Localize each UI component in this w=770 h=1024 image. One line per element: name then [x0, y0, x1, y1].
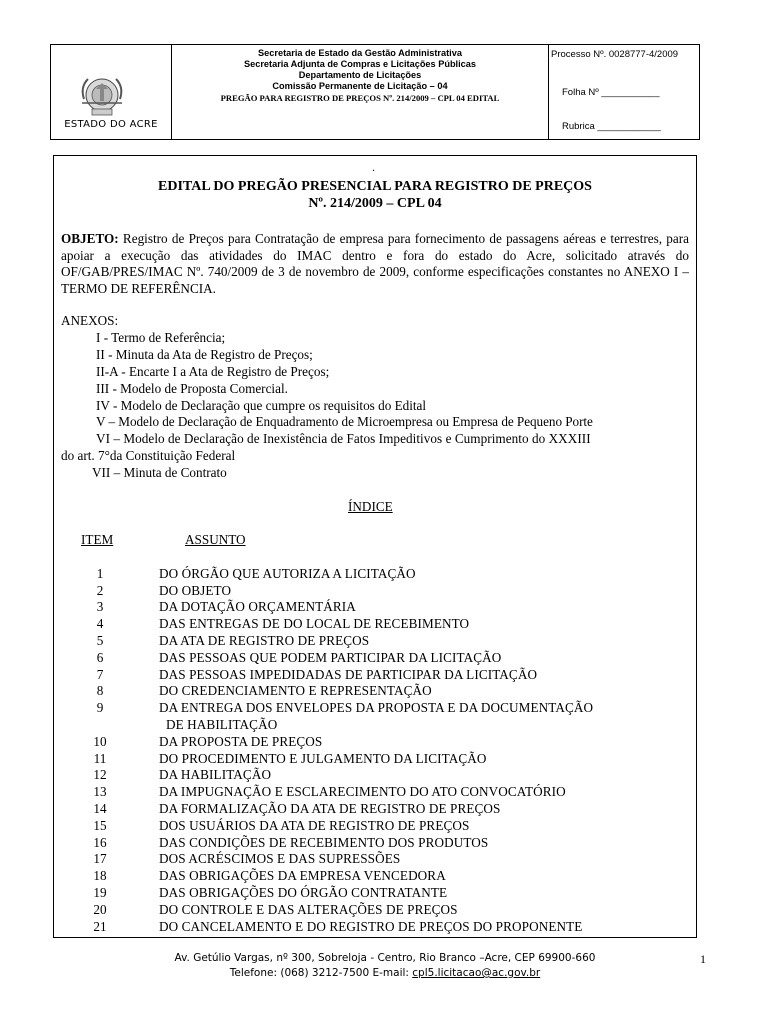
anexo-item: II-A - Encarte I a Ata de Registro de Preços; [96, 364, 330, 379]
indice-item-subject: DA DOTAÇÃO ORÇAMENTÁRIA [159, 599, 356, 614]
indice-item-number: 10 [93, 734, 107, 749]
indice-item-number: 8 [96, 683, 104, 698]
indice-item-subject: DO CONTROLE E DAS ALTERAÇÕES DE PREÇOS [159, 902, 458, 917]
indice-item-number: 12 [93, 767, 107, 782]
indice-item-subject: DA HABILITAÇÃO [159, 767, 272, 782]
anexo-item: IV - Modelo de Declaração que cumpre os requisitos do Edital [96, 398, 427, 413]
indice-item-number: 2 [96, 583, 104, 598]
objeto-text: Registro de Preços para Contratação de empresa para fornecimento de passagens aéreas e terrestres, para apoiar a execução das atividades do IMAC dentro e fora do estado do Acre, solicitado através do OF/GAB/PRES/IMAC Nº. 740/2009 de 3 de novembro de 2009, conforme especificações constantes no ANEXO I – TERMO DE REFERÊNCIA. [61, 231, 689, 296]
header-line-secretaria: Secretaria de Estado da Gestão Administrativa [258, 48, 462, 58]
indice-item-subject: DO ÓRGÃO QUE AUTORIZA A LICITAÇÃO [159, 566, 416, 581]
indice-item-number: 18 [93, 868, 107, 883]
header-line-departamento: Departamento de Licitações [298, 70, 422, 80]
document-header [50, 44, 700, 140]
indice-item-number: 13 [93, 784, 107, 799]
footer-email-link[interactable]: cpl5.licitacao@ac.gov.br [412, 967, 541, 979]
indice-item-number: 16 [93, 835, 107, 850]
indice-item-number: 19 [93, 885, 107, 900]
header-institution-block [172, 48, 548, 104]
objeto-label: OBJETO: [61, 231, 119, 246]
indice-item-subject: DAS CONDIÇÕES DE RECEBIMENTO DOS PRODUTOS [159, 835, 489, 850]
indice-item-number: 14 [93, 801, 107, 816]
indice-item-number: 6 [96, 650, 104, 665]
indice-item-number: 3 [96, 599, 104, 614]
indice-item-number: 17 [93, 851, 107, 866]
header-line-pregao: PREGÃO PARA REGISTRO DE PREÇOS Nº. 214/2009 – CPL 04 EDITAL [220, 93, 500, 103]
indice-item-subject: DA IMPUGNAÇÃO E ESCLARECIMENTO DO ATO CONVOCATÓRIO [159, 784, 566, 799]
indice-item-subject: DA PROPOSTA DE PREÇOS [159, 734, 323, 749]
indice-title: ÍNDICE [348, 499, 393, 514]
footer-phone: Telefone: (068) 3212-7500 E-mail: [229, 967, 413, 979]
rubrica-field: Rubrica ____________ [562, 121, 661, 132]
indice-item-number: 9 [96, 700, 104, 715]
indice-item-subject: DAS PESSOAS IMPEDIDADAS DE PARTICIPAR DA LICITAÇÃO [159, 667, 538, 682]
footer-contact [0, 967, 770, 979]
anexo-item-continuation: do art. 7°da Constituição Federal [61, 448, 236, 463]
indice-item-number: 4 [96, 616, 104, 631]
folha-field: Folha Nº ___________ [562, 87, 660, 98]
indice-item-subject: DAS OBRIGAÇÕES DO ÓRGÃO CONTRATANTE [159, 885, 448, 900]
anexo-item: II - Minuta da Ata de Registro de Preços; [96, 347, 313, 362]
indice-item-subject: DO OBJETO [159, 583, 232, 598]
footer-address: Av. Getúlio Vargas, nº 300, Sobreloja - Centro, Rio Branco –Acre, CEP 69900-660 [174, 952, 596, 964]
indice-item-number: 7 [96, 667, 104, 682]
document-title: EDITAL DO PREGÃO PRESENCIAL PARA REGISTRO DE PREÇOS [158, 179, 592, 194]
indice-item-subject: DAS OBRIGAÇÕES DA EMPRESA VENCEDORA [159, 868, 446, 883]
document-number: Nº. 214/2009 – CPL 04 [308, 196, 442, 211]
indice-item-subject: DA FORMALIZAÇÃO DA ATA DE REGISTRO DE PREÇOS [159, 801, 501, 816]
header-line-comissao: Comissão Permanente de Licitação – 04 [272, 81, 448, 91]
indice-item-subject: DAS PESSOAS QUE PODEM PARTICIPAR DA LICITAÇÃO [159, 650, 502, 665]
anexo-item: VI – Modelo de Declaração de Inexistência de Fatos Impeditivos e Cumprimento do XXXIII [96, 431, 591, 446]
anexo-item: III - Modelo de Proposta Comercial. [96, 381, 288, 396]
indice-column-assunto: ASSUNTO [185, 532, 246, 547]
indice-item-number: 21 [93, 919, 107, 934]
processo-number: Processo Nº. 0028777-4/2009 [551, 49, 679, 60]
anexo-item: V – Modelo de Declaração de Enquadramento de Microempresa ou Empresa de Pequeno Porte [96, 414, 593, 429]
indice-item-subject-continuation: DE HABILITAÇÃO [166, 717, 278, 732]
anexo-item: VII – Minuta de Contrato [92, 465, 227, 480]
indice-item-number: 11 [93, 751, 107, 766]
indice-item-subject: DA ENTREGA DOS ENVELOPES DA PROPOSTA E DA DOCUMENTAÇÃO [159, 700, 594, 715]
indice-item-subject: DAS ENTREGAS DE DO LOCAL DE RECEBIMENTO [159, 616, 470, 631]
stray-dot: . [372, 160, 375, 174]
indice-item-subject: DO CANCELAMENTO E DO REGISTRO DE PREÇOS DO PROPONENTE [159, 919, 583, 934]
state-coat-of-arms-icon [74, 69, 130, 125]
page-number: 1 [700, 952, 706, 966]
indice-column-item: ITEM [81, 532, 114, 547]
indice-item-subject: DOS ACRÉSCIMOS E DAS SUPRESSÕES [159, 851, 401, 866]
anexo-item: I - Termo de Referência; [96, 330, 226, 345]
indice-item-number: 15 [93, 818, 107, 833]
indice-item-subject: DO CREDENCIAMENTO E REPRESENTAÇÃO [159, 683, 432, 698]
header-line-secretaria-adjunta: Secretaria Adjunta de Compras e Licitações Públicas [244, 59, 476, 69]
indice-item-number: 5 [96, 633, 104, 648]
indice-item-subject: DOS USUÁRIOS DA ATA DE REGISTRO DE PREÇOS [159, 818, 470, 833]
anexos-label: ANEXOS: [61, 313, 119, 328]
indice-item-number: 1 [96, 566, 104, 581]
objeto-paragraph [61, 231, 689, 297]
emblem-label: ESTADO DO ACRE [64, 119, 158, 130]
indice-item-number: 20 [93, 902, 107, 917]
indice-item-subject: DA ATA DE REGISTRO DE PREÇOS [159, 633, 370, 648]
indice-item-subject: DO PROCEDIMENTO E JULGAMENTO DA LICITAÇÃO [159, 751, 487, 766]
